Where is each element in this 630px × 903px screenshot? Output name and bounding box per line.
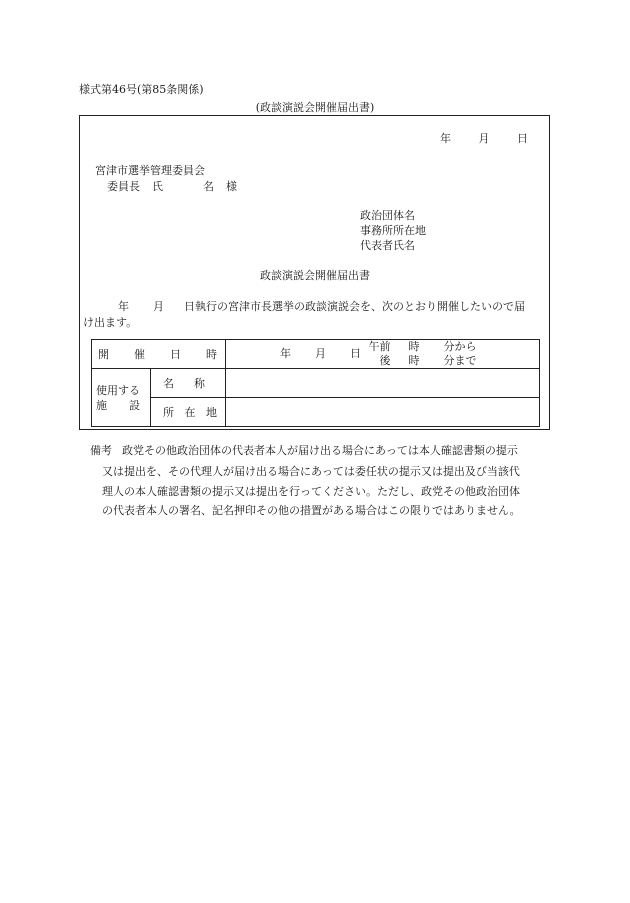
name-label-cell <box>151 369 226 398</box>
representative-label: 代表者氏名 <box>360 239 415 252</box>
chair-title: 委員長 <box>107 180 140 193</box>
note-line-1 <box>90 442 518 458</box>
document-title: 政談演説会開催届出書 <box>260 269 370 282</box>
chair-sama: 様 <box>226 180 237 193</box>
location-label-3: 地 <box>206 406 217 419</box>
location-label-2: 在 <box>184 406 196 419</box>
note-text-1: 政党その他政治団体の代表者本人が届け出る場合にあっては本人確認書類の提示 <box>122 444 518 457</box>
note-label: 備考 <box>90 444 112 457</box>
form-number: 様式第46号(第85条関係) <box>79 83 204 96</box>
pm-label: 後 <box>379 354 391 367</box>
facility-label-cell <box>92 369 151 427</box>
am-hour: 時 <box>408 340 420 353</box>
datetime-value-cell[interactable] <box>226 340 540 369</box>
event-year: 年 <box>280 347 291 360</box>
pm-minute: 分まで <box>443 354 477 367</box>
datetime-label-3: 日 <box>170 348 181 361</box>
location-label-1: 所 <box>163 406 174 419</box>
body-year: 年 <box>118 300 129 313</box>
am-label: 午前 <box>368 340 391 353</box>
body-line-1 <box>118 298 525 314</box>
chair-shi: 氏 <box>152 180 163 193</box>
event-month: 月 <box>315 347 326 360</box>
date-month: 月 <box>478 132 490 145</box>
note-line-2: 又は提出を、その代理人が届け出る場合にあっては委任状の提示又は提出及び当該代 <box>102 465 520 478</box>
facility-label-1: 使用する <box>96 383 140 397</box>
event-info-table <box>91 339 540 427</box>
group-name-label: 政治団体名 <box>360 209 415 222</box>
note-line-4: の代表者本人の署名、記名押印その他の措置がある場合はこの限りではありません。 <box>102 504 521 517</box>
facility-label-2: 施 設 <box>96 398 140 412</box>
facility-name-value[interactable] <box>226 369 540 398</box>
datetime-label-4: 時 <box>206 348 217 361</box>
event-day: 日 <box>350 347 361 360</box>
facility-location-value[interactable] <box>226 398 540 427</box>
addressee: 宮津市選挙管理委員会 <box>95 164 205 177</box>
date-line <box>440 130 528 146</box>
location-label-cell <box>151 398 226 427</box>
office-label: 事務所所在地 <box>360 224 426 237</box>
date-year: 年 <box>440 132 451 145</box>
note-line-3: 理人の本人確認書類の提示又は提出を行ってください。ただし、政党その他政治団体 <box>102 485 520 498</box>
body-month: 月 <box>153 300 164 313</box>
datetime-label-1: 開 <box>98 348 109 361</box>
name-label-2: 称 <box>194 377 205 390</box>
name-label-1: 名 <box>163 377 174 390</box>
form-title: (政談演説会開催届出書) <box>255 101 375 114</box>
datetime-label-2: 催 <box>134 348 145 361</box>
ampm-block <box>369 340 477 368</box>
body-line-2: け出ます。 <box>83 316 138 329</box>
am-minute: 分から <box>443 340 477 353</box>
date-day: 日 <box>517 132 528 145</box>
pm-hour: 時 <box>408 354 420 367</box>
chair-mei: 名 <box>203 180 214 193</box>
body-text: 日執行の宮津市長選挙の政談演説会を、次のとおり開催したいので届 <box>184 300 525 313</box>
datetime-label-cell <box>92 340 226 369</box>
chair-line <box>107 178 237 194</box>
